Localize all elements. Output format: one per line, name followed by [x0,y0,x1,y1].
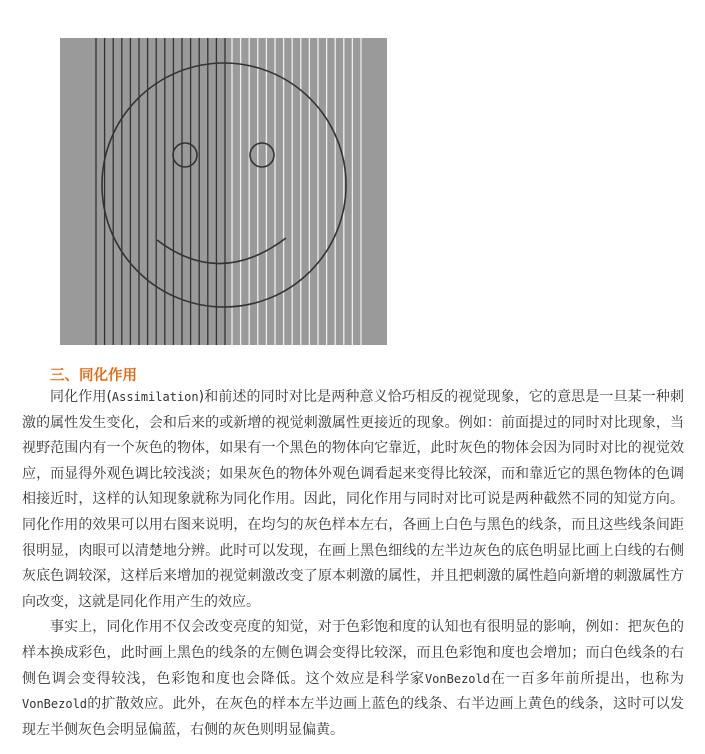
paragraph-saturation-effect [22,615,684,743]
paragraph-text: )和前述的同时对比是两种意义恰巧相反的视觉现象，它的意思是一旦某一种刺激的属性发生变化，会和后来的或新增的视觉刺激属性更接近的现象。例如：前面提过的同时对比现象，当视野范围内有一个灰色的物体，如果有一个黑色的物体向它靠近，此时灰色的物体会因为同时对比的视觉效应，而显得外观色调比较浅淡；如果灰色的物体外观色调看起来变得比较深，而和靠近它的黑色物体的色调相接近时，这样的认知现象就称为同化作用。因此，同化作用与同时对比可说是两种截然不同的知觉方向。同化作用的效果可以用右图来说明，在均匀的灰色样本左右，各画上白色与黑色的线条，而且这些线条间距很明显，肉眼可以清楚地分辨。此时可以发现，在画上黑色细线的左半边灰色的底色明显比画上白线的右侧灰底色调较深，这样后来增加的视觉刺激改变了原本刺激的属性，并且把刺激的属性趋向新增的刺激属性方向改变，这就是同化作用产生的效应。 [22,389,684,610]
scientist-name: VonBezold [22,697,88,712]
paragraph-text: 事实上，同化作用不仅会改变亮度的知觉，对于色彩饱和度的认知也有很明显的影响，例如：把灰色的样本换成彩色，此时画上黑色的线条的左侧色调会变得比较深，而且色彩饱和度也会增加；而白色线条的右侧色调会变得较浅，色彩饱和度也会降低。这个效应是科学家 [22,619,684,687]
paragraph-text: 在一百多年前所提出，也称为 [489,670,684,687]
article-body [22,385,684,743]
smiley-stripes-figure [60,38,387,345]
assimilation-illustration [60,38,387,345]
paragraph-text: 的扩散效应。此外，在灰色的样本左半边画上蓝色的线条、右半边画上黄色的线条，这时可以发现左半侧灰色会明显偏蓝，右侧的灰色则明显偏黄。 [22,696,684,738]
gray-sample-background [60,38,387,345]
paragraph-text: 同化作用( [50,389,112,405]
scientist-name: VonBezold [424,671,490,686]
paragraph-assimilation-definition [22,385,684,615]
section-heading: 三、同化作用 [50,368,137,384]
english-term: Assimilation [111,390,199,404]
